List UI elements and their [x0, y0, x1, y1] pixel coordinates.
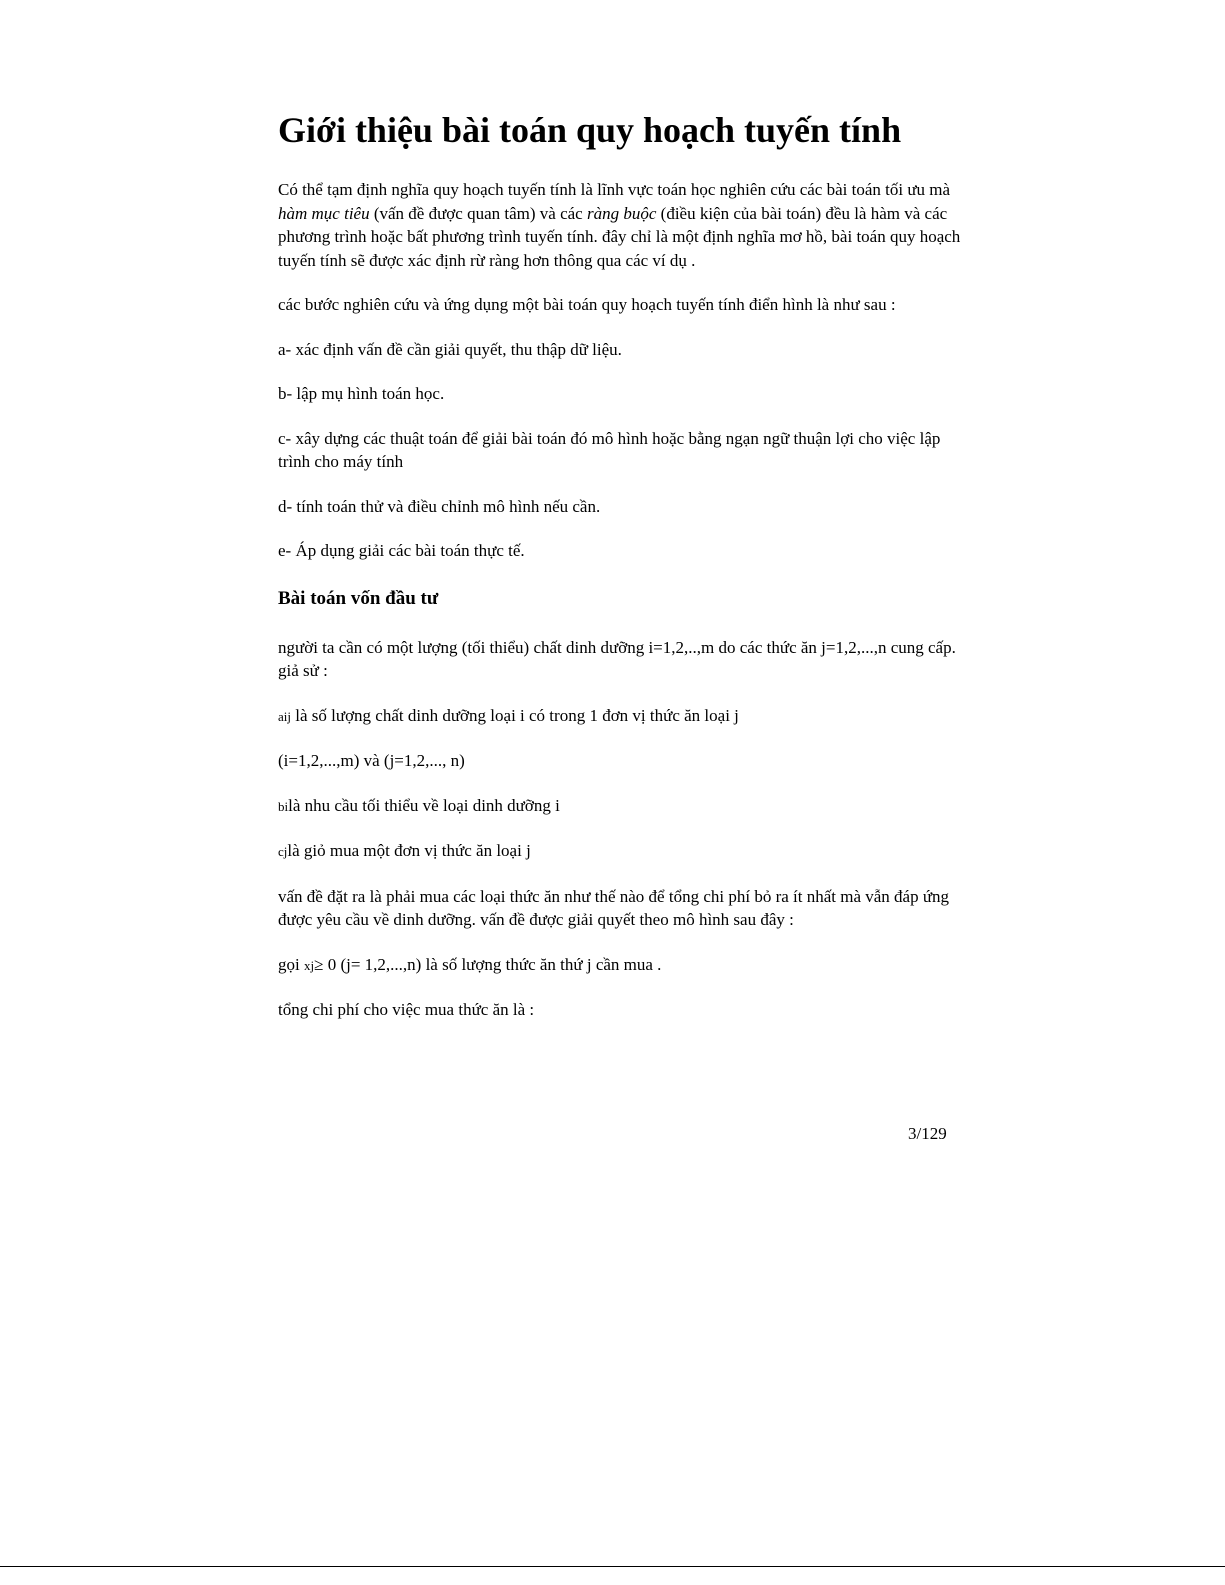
intro-text-1: Có thể tạm định nghĩa quy hoạch tuyến tính là lĩnh vực toán học nghiên cứu các bài toán tối ưu mà — [278, 180, 951, 199]
symbol-xj: xj — [303, 957, 315, 973]
intro-paragraph — [278, 178, 968, 272]
xj-description: ≥ 0 (j= 1,2,...,n) là số lượng thức ăn thứ j cần mua . — [314, 954, 662, 974]
section-paragraph-5 — [278, 839, 968, 864]
intro-emphasis-objective: hàm mục tiêu — [278, 203, 370, 223]
step-d: d- tính toán thử và điều chỉnh mô hình nếu cần. — [278, 496, 601, 516]
intro-text-3: (điều kiện của bài toán) đều là hàm và các phương trình hoặc bất phương trình tuyến tính. đây chỉ là một định nghĩa mơ hồ, bài toán quy hoạch tuyến tính sẽ được xác định rừ ràng hơn thông qua các ví dụ . — [278, 203, 961, 270]
page-number: 3/129 — [908, 1124, 947, 1143]
symbol-cj: cj — [278, 844, 288, 859]
symbol-bi: bi — [278, 798, 289, 814]
step-a: a- xác định vấn đề cần giải quyết, thu thập dữ liệu. — [278, 339, 622, 359]
intro-emphasis-constraints: ràng buộc — [586, 203, 657, 223]
document-page — [278, 108, 968, 1043]
section-paragraph-3: (i=1,2,...,m) và (j=1,2,..., n) — [278, 751, 465, 770]
steps-intro: các bước nghiên cứu và ứng dụng một bài toán quy hoạch tuyến tính điển hình là như sau : — [278, 295, 896, 314]
symbol-aij: aij — [278, 708, 291, 724]
section-paragraph-1: người ta cần có một lượng (tối thiểu) chất dinh dưỡng i=1,2,..,m do các thức ăn j=1,2,...,n cung cấp. giả sử : — [278, 637, 956, 680]
section-paragraph-6: vấn đề đặt ra là phải mua các loại thức ăn như thế nào để tổng chi phí bỏ ra ít nhất mà vẫn đáp ứng được yêu cầu về dinh dưỡng. vấn đề được giải quyết theo mô hình sau đây : — [278, 886, 950, 929]
step-b: b- lập mụ hình toán học. — [278, 384, 445, 403]
intro-text-2: (vấn đề được quan tâm) và các — [369, 203, 587, 223]
cj-description: là giỏ mua một đơn vị thức ăn loại j — [287, 841, 531, 860]
section-paragraph-8: tổng chi phí cho việc mua thức ăn là : — [278, 1000, 535, 1019]
page-title: Giới thiệu bài toán quy hoạch tuyến tính — [278, 110, 902, 150]
section-heading: Bài toán vốn đầu tư — [278, 587, 439, 609]
bottom-divider — [0, 1566, 1225, 1567]
bi-description: là nhu cầu tối thiểu về loại dinh dưỡng i — [288, 795, 560, 815]
step-e: e- Áp dụng giải các bài toán thực tế. — [278, 541, 525, 560]
section-paragraph-7 — [278, 953, 968, 978]
step-c: c- xây dựng các thuật toán để giải bài toán đó mô hình hoặc bằng ngạn ngữ thuận lợi cho việc lập trình cho máy tính — [278, 428, 941, 471]
aij-description: là số lượng chất dinh dưỡng loại i có trong 1 đơn vị thức ăn loại j — [291, 705, 739, 725]
section-paragraph-4 — [278, 794, 968, 819]
section-paragraph-2 — [278, 704, 968, 729]
p7-prefix: gọi — [278, 954, 304, 974]
